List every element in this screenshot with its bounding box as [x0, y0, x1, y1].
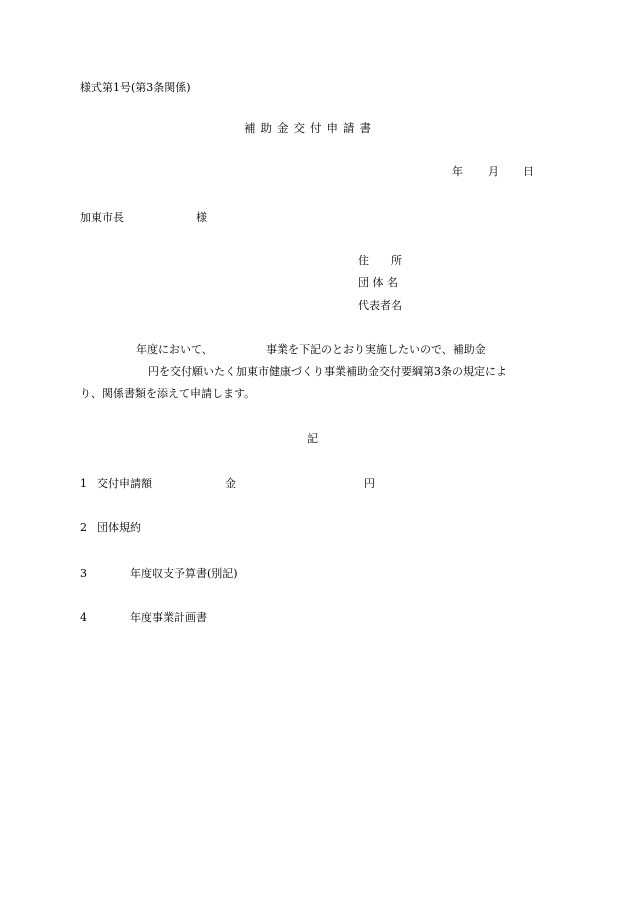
document-title: 補助金交付申請書 [244, 121, 376, 135]
body-line2: 円を交付願いたく加東市健康づくり事業補助金交付要綱第3条の規定によ [148, 365, 507, 378]
date-month-label: 月 [488, 165, 499, 178]
item-4-label: 年度事業計画書 [130, 611, 207, 624]
ki-heading: 記 [307, 432, 318, 445]
addressee-honorific: 様 [196, 211, 207, 224]
item-2-label: 団体規約 [97, 521, 141, 534]
item-2-number: 2 [80, 521, 87, 534]
date-day-label: 日 [523, 165, 534, 178]
addressee-name: 加東市長 [80, 211, 124, 224]
group-name-label: 団 体 名 [358, 276, 398, 289]
item-3-number: 3 [80, 567, 87, 580]
item-1-number: 1 [80, 477, 87, 490]
representative-label: 代表者名 [358, 299, 402, 312]
body-line1-year: 年度において、 [136, 343, 213, 356]
item-4-number: 4 [80, 611, 87, 624]
item-1-label: 交付申請額 [97, 477, 152, 490]
body-line1-project: 事業を下記のとおり実施したいので、補助金 [266, 343, 486, 356]
form-number: 様式第1号(第3条関係) [80, 81, 191, 94]
address-label: 住 所 [358, 254, 402, 267]
item-1-kin: 金 [225, 477, 236, 490]
item-3-label: 年度収支予算書(別記) [130, 567, 238, 580]
body-line3: り、関係書類を添えて申請します。 [80, 387, 256, 400]
item-1-yen: 円 [364, 477, 375, 490]
date-year-label: 年 [452, 165, 463, 178]
